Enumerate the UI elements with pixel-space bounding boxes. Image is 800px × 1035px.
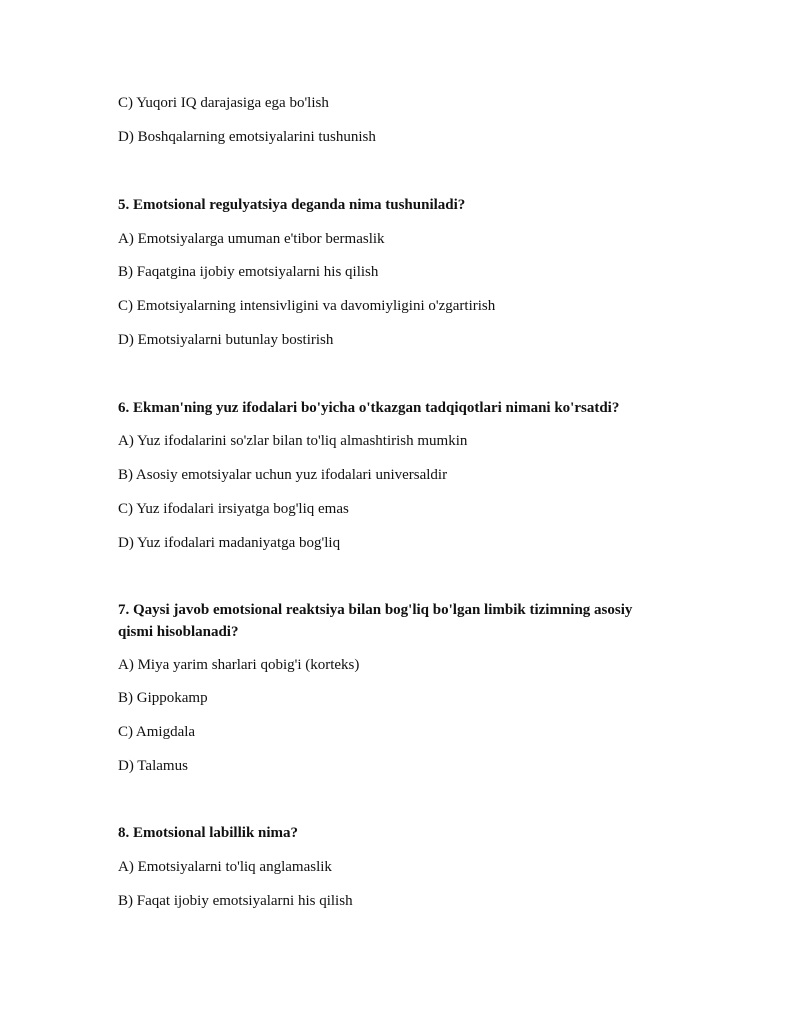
- question-7-title-line1: 7. Qaysi javob emotsional reaktsiya bilan bog'liq bo'lgan limbik tizimning asosiy: [118, 602, 633, 618]
- question-5-option-c: C) Emotsiyalarning intensivligini va davomiyligini o'zgartirish: [118, 298, 496, 314]
- question-5-option-b: B) Faqatgina ijobiy emotsiyalarni his qilish: [118, 264, 379, 280]
- option-c: C) Yuqori IQ darajasiga ega bo'lish: [118, 95, 329, 111]
- question-6-option-d: D) Yuz ifodalari madaniyatga bog'liq: [118, 535, 341, 551]
- question-7-option-c: C) Amigdala: [118, 724, 196, 740]
- question-6-option-a: A) Yuz ifodalarini so'zlar bilan to'liq almashtirish mumkin: [118, 433, 468, 449]
- question-7-option-a: A) Miya yarim sharlari qobig'i (korteks): [118, 657, 360, 673]
- question-7-option-d: D) Talamus: [118, 758, 188, 774]
- question-5-option-d: D) Emotsiyalarni butunlay bostirish: [118, 332, 334, 348]
- question-6-title: 6. Ekman'ning yuz ifodalari bo'yicha o'tkazgan tadqiqotlari nimani ko'rsatdi?: [118, 400, 620, 416]
- option-d: D) Boshqalarning emotsiyalarini tushunish: [118, 129, 376, 145]
- question-6-option-b: B) Asosiy emotsiyalar uchun yuz ifodalari universaldir: [118, 467, 448, 483]
- question-8-title: 8. Emotsional labillik nima?: [118, 825, 299, 841]
- question-8-option-b: B) Faqat ijobiy emotsiyalarni his qilish: [118, 893, 353, 909]
- question-8-option-a: A) Emotsiyalarni to'liq anglamaslik: [118, 859, 332, 875]
- question-6-option-c: C) Yuz ifodalari irsiyatga bog'liq emas: [118, 501, 349, 517]
- question-5-title: 5. Emotsional regulyatsiya deganda nima tushuniladi?: [118, 197, 466, 213]
- question-7-option-b: B) Gippokamp: [118, 690, 208, 706]
- question-5-option-a: A) Emotsiyalarga umuman e'tibor bermaslik: [118, 231, 385, 247]
- question-7-title-line2: qismi hisoblanadi?: [118, 624, 239, 640]
